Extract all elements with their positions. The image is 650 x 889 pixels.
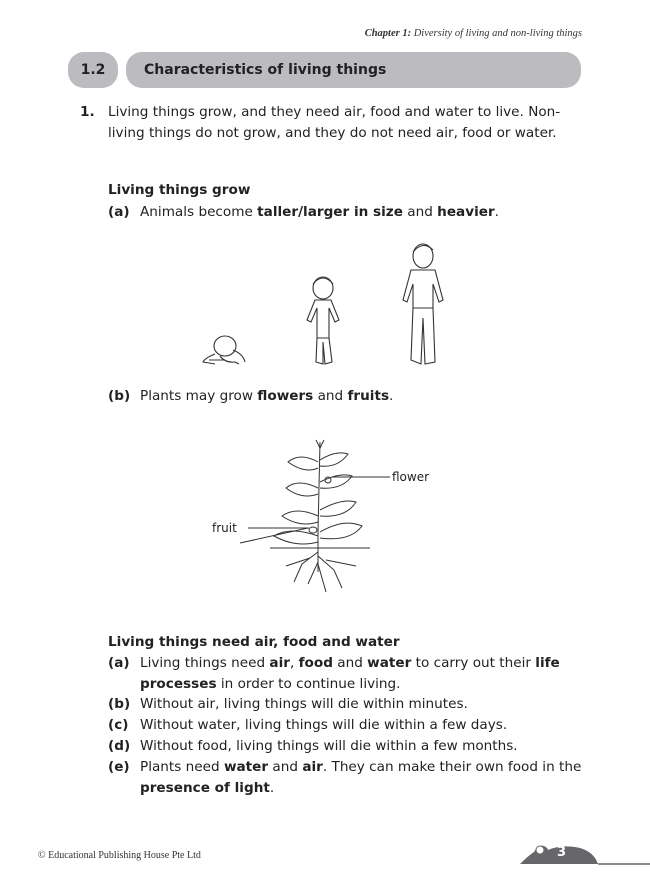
section-title: Characteristics of living things: [126, 52, 581, 88]
bold-text: life processes: [140, 655, 560, 692]
item-label: (c): [108, 717, 129, 733]
item-label: (a): [108, 204, 130, 220]
text: Plants may grow: [140, 388, 258, 404]
text: ,: [289, 655, 299, 671]
item-label: (d): [108, 738, 131, 754]
item-label: (a): [108, 655, 130, 671]
bold-text: presence of light: [140, 780, 270, 796]
flower-label: flower: [392, 470, 430, 484]
growth-illustration: [195, 238, 460, 373]
text: Living things need: [140, 655, 270, 671]
text: Animals become: [140, 204, 258, 220]
page-number: 3: [557, 845, 567, 860]
text: Without water, living things will die within a few days.: [140, 717, 508, 733]
fruit: [309, 527, 317, 533]
chapter-label: Chapter 1:: [364, 28, 412, 39]
text: to carry out their: [411, 655, 536, 671]
text: and: [313, 388, 348, 404]
text: .: [389, 388, 394, 404]
subheading-grow: Living things grow: [108, 182, 251, 198]
text: and: [268, 759, 303, 775]
subheading-needs: Living things need air, food and water: [108, 634, 400, 650]
grow-item-a: [108, 202, 598, 223]
bold-text: water: [367, 655, 412, 671]
needs-item-c: [108, 715, 598, 736]
point-1-text: Living things grow, and they need air, food and water to live. Non-living things do not grow, and they do not need air, food or water.: [108, 104, 561, 141]
text: Plants need: [140, 759, 224, 775]
needs-item-b: [108, 694, 598, 715]
bold-text: food: [298, 655, 333, 671]
item-label: (e): [108, 759, 130, 775]
text: . They can make their own food in the: [322, 759, 582, 775]
text: .: [269, 780, 275, 796]
item-label: (b): [108, 388, 131, 404]
man-figure: [403, 244, 443, 364]
bold-text: fruits: [347, 388, 390, 404]
bold-text: flowers: [257, 388, 314, 404]
bold-text: taller/larger in size: [257, 204, 403, 220]
text: and: [332, 655, 368, 671]
baby-figure: [203, 336, 245, 364]
running-head: [365, 28, 582, 39]
mouse-page-tab-icon: [518, 842, 650, 866]
fruit-label: fruit: [212, 521, 237, 535]
text: Without air, living things will die within minutes.: [140, 696, 468, 712]
item-label: (b): [108, 696, 131, 712]
text: and: [402, 204, 438, 220]
plant-illustration: [210, 432, 450, 604]
needs-item-d: [108, 736, 598, 757]
point-1: [80, 102, 590, 144]
text: .: [494, 204, 499, 220]
section-number: 1.2: [68, 52, 118, 88]
needs-item-a: [108, 653, 598, 695]
bold-text: heavier: [437, 204, 495, 220]
bold-text: air: [269, 655, 290, 671]
point-number: 1.: [80, 104, 95, 120]
chapter-title: Diversity of living and non-living things: [413, 28, 582, 39]
grow-item-b: [108, 386, 598, 407]
ground: [270, 548, 370, 592]
text: Without food, living things will die within a few months.: [140, 738, 518, 754]
flower: [325, 477, 331, 483]
bold-text: water: [223, 759, 269, 775]
copyright: © Educational Publishing House Pte Ltd: [38, 850, 201, 861]
fruit-leader: [240, 528, 308, 543]
bold-text: air: [302, 759, 323, 775]
boy-figure: [307, 277, 339, 364]
needs-item-e: [108, 757, 598, 799]
text: in order to continue living.: [216, 676, 401, 692]
